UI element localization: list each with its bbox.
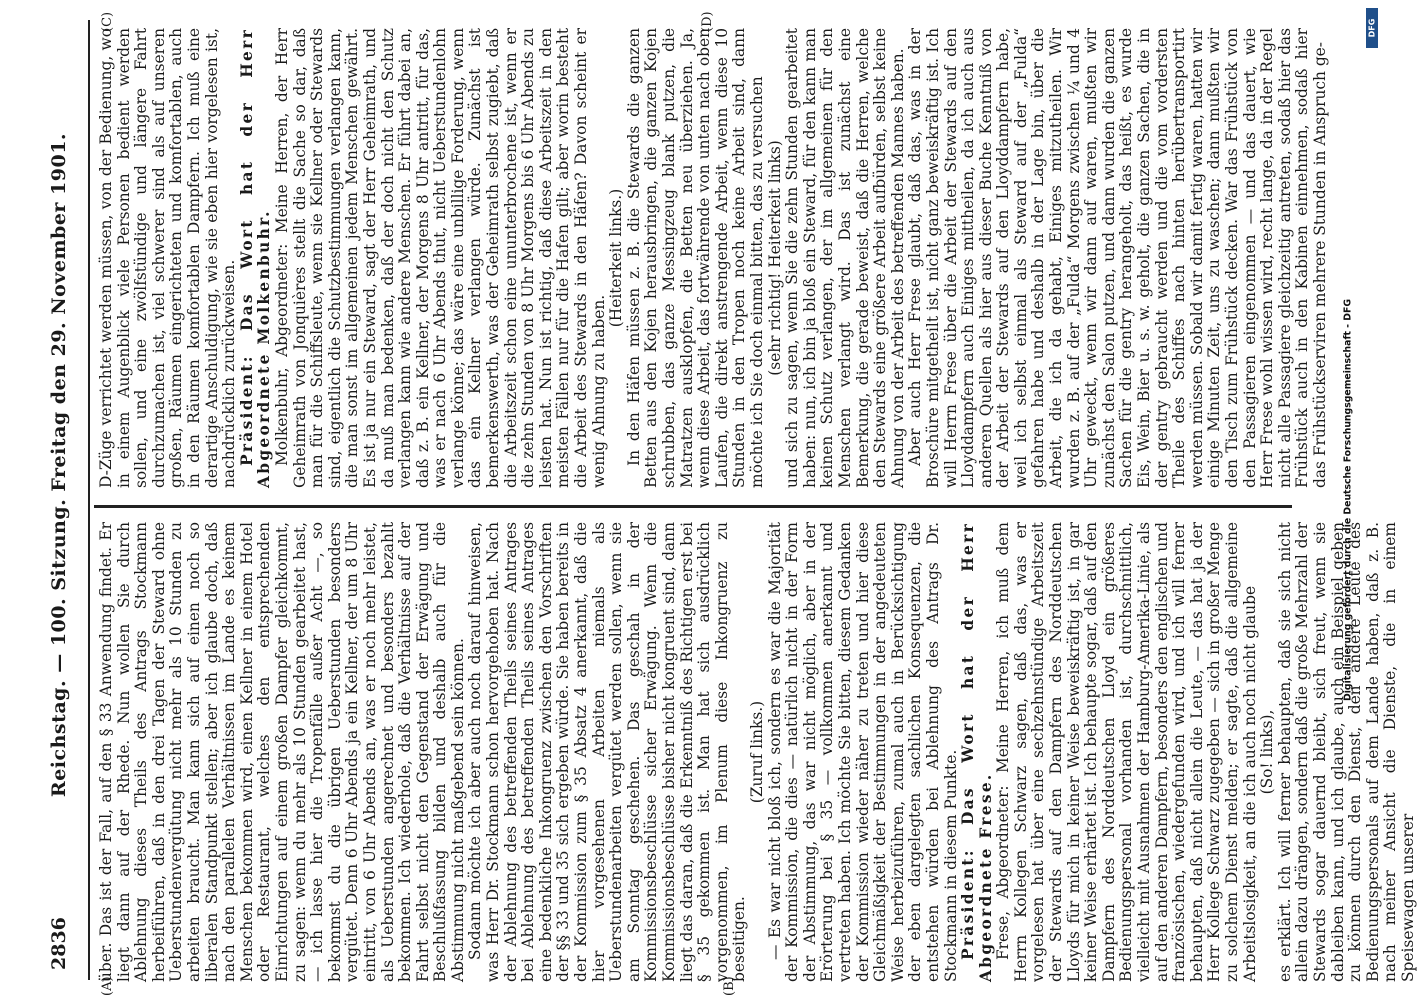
right-column — [97, 28, 1329, 488]
margin-marker-a: (A) — [100, 976, 115, 996]
dfg-badge-text: DFG — [1367, 18, 1377, 38]
speaker-announcement: Präsident: Das Wort hat der Herr Abgeordnete Frese. — [959, 522, 995, 982]
paragraph: über. Das ist der Fall, auf den § 33 Anwendung findet. Er liegt dann auf der Rhede. Nun wollen Sie durch Ablehnung dieses Theils des Antrags Stockmann herbeiführen, daß in den drei Tagen der Steward ohne Ueberstundenvergütung nicht mehr als 10 Stunden zu arbeiten braucht. Man kann sich auf einen noch so liberalen Standpunkt stellen; aber ich glaube doch, daß nach den parallelen Verhältnissen im Lande es keinem Menschen bekommen wird, einen Kellner in einem Hotel oder Restaurant, welches den entsprechenden Einrichtungen auf einem großen Dampfer gleichkommt, zu sagen: wenn du mehr als 10 Stunden gearbeitet hast, — ich lasse hier die Tropenfälle außer Acht —, so bekommst du die übrigen Ueberstunden besonders vergütet. Denn 6 Uhr Abends ja ein Kellner, der um 8 Uhr eintritt, von 6 Uhr Abends an, was er noch mehr leistet, als Ueberstunden angerechnet und besonders bezahlt bekommen. Ich wiederhole, daß die Verhältnisse auf der Fahrt selbst nicht den Gegenstand der Erwägung und Beschlußfassung bilden und deshalb auch für die Abstimmung nicht maßgebend sein können. — [97, 522, 467, 982]
digitization-notice-text: Digitalisierung gefördert durch die Deutsche Forschungsgemeinschaft - DFG — [1342, 299, 1354, 701]
page-title: Reichstag. — 100. Sitzung. Freitag den 29. November 1901. — [48, 132, 70, 798]
paragraph: In den Häfen müssen z. B. die Stewards die ganzen Betten aus den Kojen herausbringen, die ganzen Kojen schrubben, das ganze Messingzeug blank putzen, die Matratzen ausklopfen, die Betten neu überziehen. Ja, wenn diese Arbeit, das fortwährende von unten nach oben Laufen, die direkt anstrengende Arbeit, wenn diese 10 Stunden in den Tropen noch keine Arbeit sind, dann möchte ich Sie doch einmal bitten, das zu versuchen — [624, 28, 766, 488]
page-number: 2836 — [48, 917, 70, 970]
interjection: (sehr richtig! Heiterkeit links) — [765, 140, 784, 376]
column-divider — [94, 505, 1292, 508]
interjection: (Zuruf links.) — [747, 700, 766, 804]
paragraph: und sich zu sagen, wenn Sie die zehn Stunden gearbeitet haben: nun, ich bin ja bloß ein Steward, für den kann man keinen Schutz verlangen, der im allgemeinen für den Menschen verlangt wird. Das ist zunächst eine Bemerkung, die gerade beweist, daß die Herren, welche den Stewards eine größere Arbeit aufbürden, selbst keine Ahnung von der Arbeit des betreffenden Mannes haben. — [783, 28, 907, 488]
interjection: (So! links), — [1258, 709, 1277, 795]
header-rule — [88, 20, 90, 980]
paragraph: — Es war nicht bloß ich, sondern es war die Majorität der Kommission, die dies — natürlich nicht in der Form der Abstimmung, das war nicht möglich, aber in der Erörterung bei § 35 — vollkommen anerkannt und vertreten haben. Ich möchte Sie bitten, diesem Gedanken der Kommission wieder näher zu treten und hier diese Gleichmäßigkeit der Bestimmungen in der angedeuteten Weise herbeizuführen, zumal auch in Berücksichtigung der eben dargelegten sachlichen Konsequenzen, die entstehen würden bei Ablehnung des Antrags Dr. Stockmann in diesem Punkte. — [765, 522, 960, 982]
paragraph: D-Züge verrichtet werden müssen, von der Bedienung, wo in einem Augenblick viele Personen bedient werden sollen, und eine zwölfstündige und längere Fahrt durchzumachen ist, viel schwerer sind als auf unseren großen, Räumen eingerichteten und komfortablen, auch in den Räumen komfortablen Dampfern. Ich muß eine derartige Anschuldigung, wie sie eben hier vorgelesen ist, nachdrücklich zurückweisen. — [97, 28, 239, 488]
page-header — [40, 0, 80, 1000]
margin-marker-c: (C) — [100, 11, 115, 32]
digitization-notice — [1326, 0, 1370, 1000]
paragraph: Aber auch Herr Frese glaubt, daß das, was in der Broschüre mitgetheilt ist, nicht ganz beweiskräftig ist. Ich will Herrn Frese über die Arbeit der Stewards auf den Lloyddampfern auch Einiges mittheilen, da ich auch aus anderen Quellen als hier aus dieser Buche Kenntniß von der Arbeit der Stewards auf den Lloyddampfern habe, weil ich selbst einmal als Steward auf der „Fulda“ gefahren habe und deshalb in der Lage bin, über die Arbeit, die ich da gehabt, Einiges mitzutheilen. Wir wurden z. B. auf der „Fulda“ Morgens zwischen ¼ und 4 Uhr geweckt, wenn wir dann auf waren, mußten wir zunächst den Salon putzen, und dann wurden die ganzen Sachen für die gentry herangeholt, das heißt, es wurde Eis, Wein, Bier u. s. w. geholt, die ganzen Sachen, die in der gentry gebraucht werden und die vom vordersten Theile des Schiffes nach hinten herübertransportirt werden müssen. Sobald wir damit fertig waren, hatten wir einige Minuten Zeit, uns zu waschen; dann mußten wir den Tisch zum Frühstück decken. War das Frühstück von den Passagieren eingenommen — und das dauert, wie Herr Frese wohl wissen wird, recht lange, da in der Regel nicht alle Passagiere gleichzeitig antreten, sodaß hier das Frühstück auch in den Kabinen einnehmen, sodaß hier das Frühstückserviren mehrere Stunden in Anspruch ge- — [906, 28, 1329, 488]
paragraph: Molkenbuhr, Abgeordneter: Meine Herren, der Herr Geheimrath von Jonquières stellt die Sache so dar, daß man für die Schiffsleute, wenn sie Kellner oder Stewards sind, eigentlich die Schutzbestimmungen verlangen kann, die man sonst im allgemeinen jedem Menschen gewährt. Es ist ja nur ein Steward, sagt der Herr Geheimrath, und da muß man bedenken, daß der doch nicht den Schutz verlangen kann wie andere Menschen. Er führt dabei an, daß z. B. ein Kellner, der Morgens 8 Uhr antritt, für das, was er nach 6 Uhr Abends thut, nicht Ueberstundenlohn verlange könne; das wäre eine unbillige Forderung, wenn das ein Kellner verlangen würde. Zunächst ist bemerkenswerth, was der Geheimrath selbst zugiebt, daß die Arbeitszeit schon eine ununterbrochene ist, wenn er die zehn Stunden von 8 Uhr Morgens bis 6 Uhr Abends zu leisten hat. Nun ist richtig, daß diese Arbeitszeit in den meisten Fällen nur für die Hafen gilt; aber worin besteht die Arbeit des Stewards in den Häfen? Davon scheint er wenig Ahnung zu haben. — [272, 28, 608, 488]
dfg-badge — [1366, 8, 1378, 48]
margin-marker-d: (D) — [700, 11, 715, 32]
interjection: (Heiterkeit links.) — [607, 188, 626, 328]
paragraph: Sodann möchte ich aber auch noch darauf hinweisen, was Herr Dr. Stockmann schon hervorgehoben hat. Nach der Ablehnung des betreffenden Theils seines Antrages bei Ablehnung des betreffenden Theils seines Antrages eine bedenkliche Inkongruenz zwischen den Vorschriften der §§ 33 und 35 sich ergeben würde. Sie haben bereits in der Kommission zum § 35 Absatz 4 anerkannt, daß die hier vorgesehenen Arbeiten niemals als Ueberstundenarbeiten vergütet werden sollen, wenn sie am Sonntag geschehen. Das geschah in der Kommissionsbeschlüsse sicher Erwägung. Wenn die Kommissionsbeschlüsse bisher nicht kongruent sind, dann liegt das daran, daß die Erkenntniß des Richtigen erst bei § 35 gekommen ist. Man hat sich ausdrücklich vorgenommen, im Plenum diese Inkongruenz zu beseitigen. — [466, 522, 749, 982]
speaker-announcement: Präsident: Das Wort hat der Herr Abgeordnete Molkenbuhr. — [237, 28, 274, 488]
paragraph: Frese, Abgeordneter: Meine Herren, ich muß dem Herrn Kollegen Schwarz sagen, daß das, was er vorgelesen hat über eine sechzehnstündige Arbeitszeit der Stewards auf den Dampfern des Norddeutschen Lloyds für mich in keiner Weise beweiskräftig ist, in gar keiner Weise erhärtet ist. Ich behaupte sogar, daß auf den Dampfern des Norddeutschen Lloyd ein größeres Bedienungspersonal vorhanden ist, durchschnittlich, vielleicht mit Ausnahmen der Hamburg-Amerika-Linie, als auf den anderen Dampfern, besonders den englischen und französischen, wiedergefunden wird, und ich will ferner behaupten, daß nicht allein die Leute, — das hat ja der Herr Kollege Schwarz zugegeben — sich in großer Menge zu solchem Dienst melden; er sagte, daß die allgemeine Arbeitslosigkeit, an die ich auch noch nicht glaube — [994, 522, 1259, 982]
left-column — [97, 522, 1417, 982]
paragraph: es erklärt. Ich will ferner behaupten, daß sie sich nicht allein dazu drängen, sondern daß die große Mehrzahl der Stewards sogar dauernd bleibt, sich freut, wenn sie dableiben kann, und ich glaube, auch ein Beispiel geben zu können durch den Dienst, den andere Leute des Bedienungspersonals auf dem Lande haben, daß z. B. nach meiner Ansicht die Dienste, die in einem Speisewagen unserer — [1275, 522, 1417, 982]
margin-marker-b: (B) — [722, 976, 737, 996]
